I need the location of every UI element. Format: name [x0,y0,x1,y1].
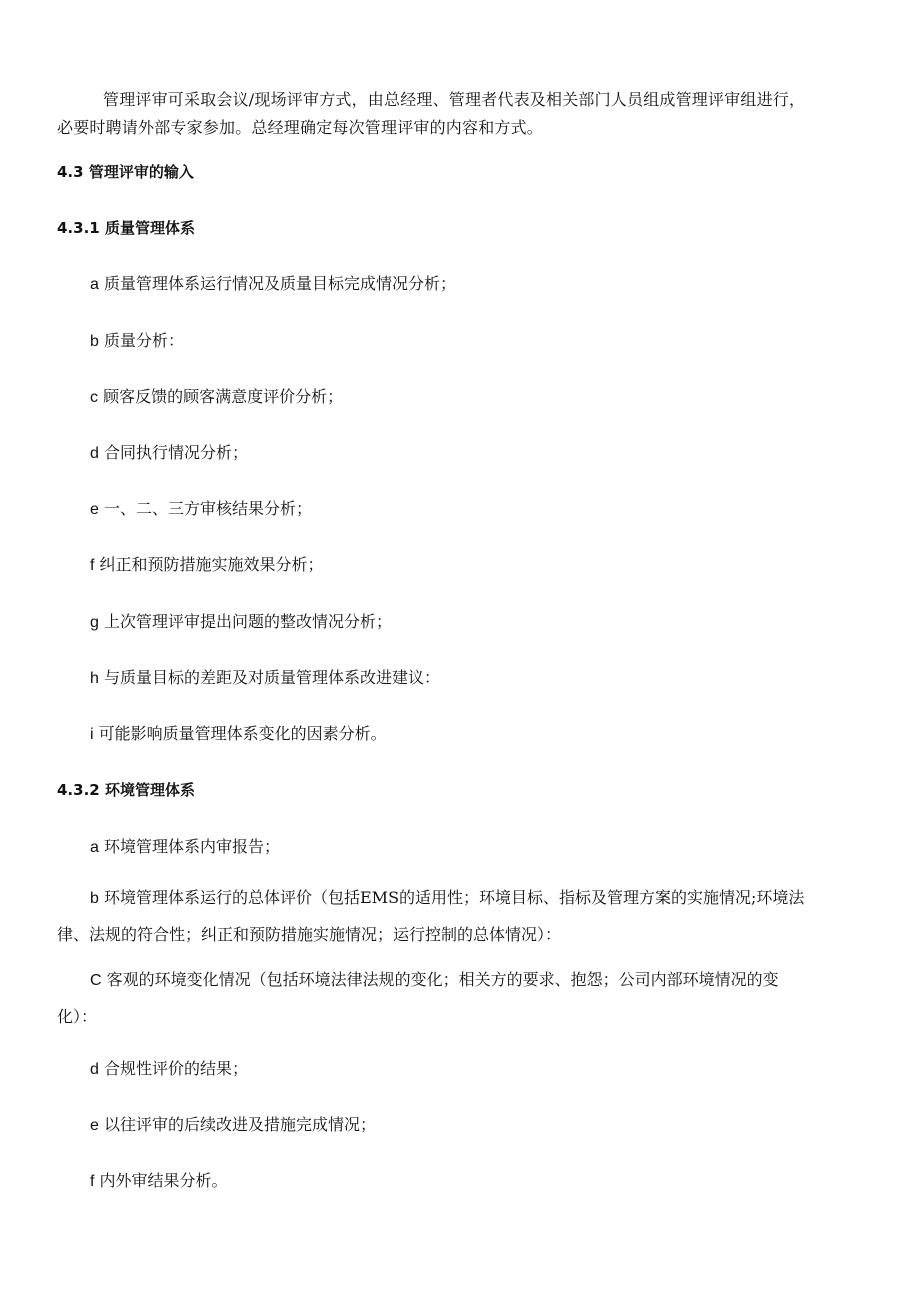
list-item-env-c [57,962,817,1035]
item-letter: e [90,1117,99,1134]
section-heading-4-3 [57,160,194,184]
item-text: 环境管理体系运行的总体评价（包括EMS的适用性；环境目标、指标及管理方案的实施情况;环境法律、法规的符合性；纠正和预防措施实施情况；运行控制的总体情况）： [57,888,805,944]
list-item-env-a [90,835,280,860]
item-letter: g [90,614,99,631]
item-letter: h [90,670,99,687]
item-text: 质量分析： [104,331,185,350]
item-text: 质量管理体系运行情况及质量目标完成情况分析； [104,274,457,293]
item-letter: f [90,557,95,574]
list-item-env-f [90,1169,228,1194]
item-text: 以往评审的后续改进及措施完成情况； [104,1115,377,1134]
item-letter: e [90,501,99,518]
item-text: 环境管理体系内审报告； [104,837,281,856]
list-item-quality-g [90,610,392,635]
item-text: 上次管理评审提出问题的整改情况分析； [104,612,393,631]
list-item-quality-a [90,272,456,297]
list-item-quality-h [90,666,440,691]
item-text: 纠正和预防措施实施效果分析； [99,555,324,574]
section-title: 管理评审的输入 [88,163,194,181]
item-letter: i [90,726,94,743]
item-letter: d [90,445,99,462]
list-item-env-b [57,880,817,953]
list-item-quality-d [90,441,248,466]
item-text: 与质量目标的差距及对质量管理体系改进建议： [104,668,441,687]
list-item-quality-f [90,553,324,578]
item-text: 合同执行情况分析； [104,443,249,462]
item-letter: d [90,1061,99,1078]
list-item-env-d [90,1057,248,1082]
list-item-quality-i [90,722,387,747]
item-text: 客观的环境变化情况（包括环境法律法规的变化；相关方的要求、抱怨；公司内部环境情况的变化）： [57,970,779,1026]
item-letter: b [90,890,99,907]
list-item-env-e [90,1113,376,1138]
item-letter: C [90,972,102,989]
list-item-quality-c [90,385,343,410]
section-number: 4.3.2 [57,781,100,799]
item-letter: a [90,276,99,293]
item-text: 顾客反馈的顾客满意度评价分析； [103,387,344,406]
item-text: 一、二、三方审核结果分析； [104,499,313,518]
section-title: 环境管理体系 [104,781,195,799]
item-letter: b [90,333,99,350]
item-text: 合规性评价的结果； [104,1059,249,1078]
section-title: 质量管理体系 [104,219,195,237]
intro-paragraph: 管理评审可采取会议/现场评审方式，由总经理、管理者代表及相关部门人员组成管理评审组进行，必要时聘请外部专家参加。总经理确定每次管理评审的内容和方式。 [57,90,806,137]
list-item-quality-e [90,497,312,522]
section-heading-4-3-2 [57,778,195,802]
section-heading-4-3-1 [57,216,195,240]
list-item-quality-b [90,329,184,354]
section-number: 4.3.1 [57,219,100,237]
item-letter: f [90,1173,95,1190]
item-text: 可能影响质量管理体系变化的因素分析。 [98,724,387,743]
item-letter: a [90,839,99,856]
item-text: 内外审结果分析。 [99,1171,228,1190]
item-letter: c [90,389,98,406]
section-number: 4.3 [57,163,84,181]
